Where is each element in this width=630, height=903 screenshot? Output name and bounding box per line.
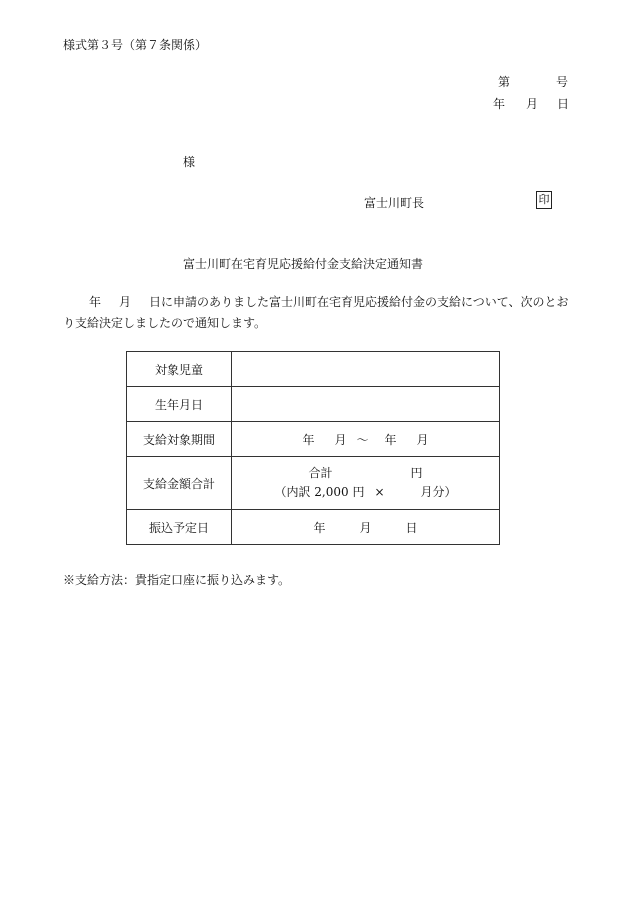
transfer-month: 月 — [359, 520, 372, 535]
issue-date-year: 年 — [493, 97, 506, 111]
birthdate-label: 生年月日 — [127, 387, 232, 422]
table-row-birthdate — [127, 387, 500, 422]
transfer-year: 年 — [313, 520, 326, 535]
amount-breakdown-prefix: （内訳 2,000 円 — [274, 485, 365, 499]
form-number: 様式第３号（第７条関係） — [63, 38, 208, 52]
seal-box: 印 — [536, 191, 552, 209]
footnote: ※支給方法：貴指定口座に振り込みます。 — [63, 573, 291, 587]
table-row-transfer — [127, 510, 500, 545]
amount-breakdown-suffix: 月分） — [420, 485, 457, 499]
body-month: 月 — [119, 295, 132, 309]
table-row-period — [127, 422, 500, 457]
period-year-to: 年 — [384, 432, 397, 447]
body-paragraph — [63, 292, 575, 334]
child-value — [232, 352, 500, 387]
document-number-suffix: 号 — [556, 75, 569, 89]
info-table — [126, 351, 500, 545]
period-value — [232, 422, 500, 457]
amount-value — [232, 457, 500, 510]
body-text-rest: 日に申請のありました富士川町在宅育児応援給付金の支給について、次のとおり支給決定しましたので通知します。 — [63, 295, 569, 330]
period-label: 支給対象期間 — [127, 422, 232, 457]
document-number-prefix: 第 — [498, 75, 511, 89]
child-label: 対象児童 — [127, 352, 232, 387]
transfer-value — [232, 510, 500, 545]
document-title: 富士川町在宅育児応援給付金支給決定通知書 — [183, 257, 424, 271]
table-row-child — [127, 352, 500, 387]
amount-times: × — [374, 485, 385, 499]
amount-total-label: 合計 — [308, 466, 333, 480]
transfer-label: 振込予定日 — [127, 510, 232, 545]
amount-yen: 円 — [410, 466, 423, 480]
table-row-amount — [127, 457, 500, 510]
amount-label: 支給金額合計 — [127, 457, 232, 510]
issue-date-day: 日 — [557, 97, 570, 111]
period-month-to: 月 — [416, 432, 429, 447]
issue-date-month: 月 — [526, 97, 539, 111]
addressee-honorific: 様 — [183, 155, 196, 169]
transfer-day: 日 — [405, 520, 418, 535]
period-tilde: ～ — [356, 432, 369, 447]
body-year: 年 — [89, 295, 102, 309]
period-year-from: 年 — [302, 432, 315, 447]
period-month-from: 月 — [334, 432, 347, 447]
sender-title: 富士川町長 — [364, 196, 425, 210]
birthdate-value — [232, 387, 500, 422]
